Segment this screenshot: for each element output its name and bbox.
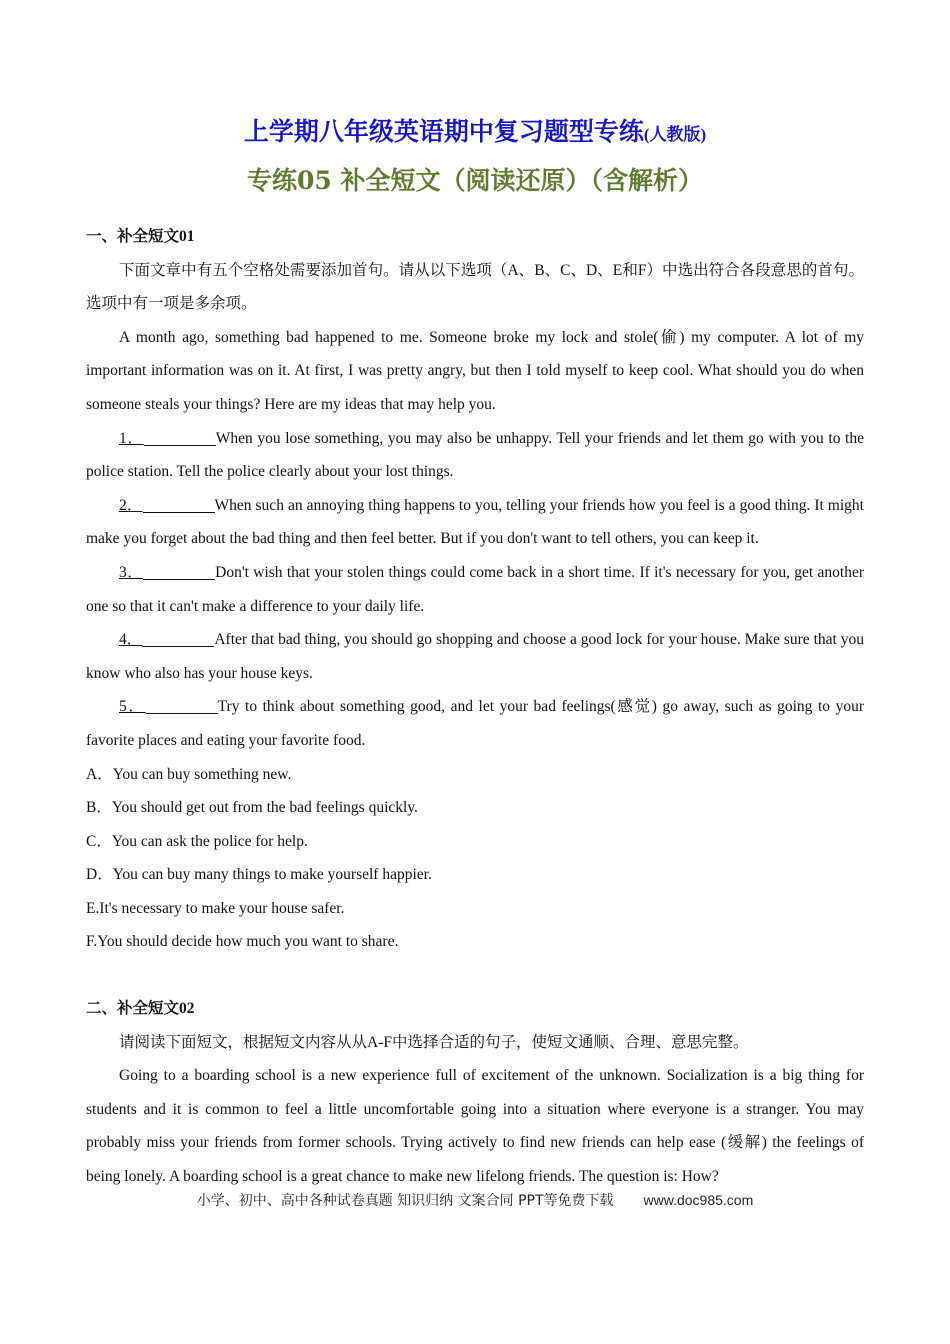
blank-number: 2． bbox=[119, 496, 143, 514]
document-body bbox=[86, 220, 864, 1194]
answer-blank[interactable] bbox=[143, 563, 215, 580]
footer-url[interactable]: www.doc985.com bbox=[643, 1192, 754, 1208]
paragraph-text: When you lose something, you may also be unhappy. Tell your friends and let them go with you to the police station. Tell the police clearly about your lost things. bbox=[86, 429, 864, 481]
paragraph-text: After that bad thing, you should go shopping and choose a good lock for your house. Make sure that you know who also has your house keys. bbox=[86, 631, 864, 682]
title-main: 上学期八年级英语期中复习题型专练 bbox=[243, 117, 644, 146]
section1-heading: 一、补全短文01 bbox=[86, 228, 195, 245]
option-b: B．You should get out from the bad feelings quickly. bbox=[86, 799, 418, 817]
blank-number: 3． bbox=[119, 563, 144, 581]
blank-paragraph-1 bbox=[86, 422, 864, 489]
blank-paragraph-2 bbox=[86, 489, 864, 556]
footer-text: 小学、初中、高中各种试卷真题 知识归纳 文案合同 PPT等免费下载 bbox=[196, 1193, 614, 1209]
page-footer bbox=[0, 1188, 950, 1213]
section2-instruction: 请阅读下面短文，根据短文内容从从A-F中选择合适的句子，使短文通顺、合理、意思完整。 bbox=[119, 1033, 749, 1051]
answer-blank[interactable] bbox=[143, 496, 215, 513]
document-subtitle: 专练05 补全短文（阅读还原）（含解析） bbox=[247, 166, 703, 195]
answer-blank[interactable] bbox=[146, 697, 218, 714]
section1-instruction: 下面文章中有五个空格处需要添加首句。请从以下选项（A、B、C、D、E和F）中选出符合各段意思的首句。选项中有一项是多余项。 bbox=[86, 261, 864, 313]
option-e: E.It's necessary to make your house safer. bbox=[86, 899, 345, 917]
blank-paragraph-4 bbox=[86, 623, 864, 690]
paragraph-text: Try to think about something good, and let your bad feelings(感觉) go away, such as going to your favorite places and eating your favorite food. bbox=[86, 698, 864, 749]
blank-paragraph-3 bbox=[86, 556, 864, 623]
paragraph-text: When such an annoying thing happens to you, telling your friends how you feel is a good thing. It might make you forget about the bad thing and then feel better. But if you don't want to tell others, you can keep it. bbox=[86, 496, 864, 548]
answer-blank[interactable] bbox=[142, 630, 214, 647]
document-title bbox=[0, 112, 950, 155]
option-c: C．You can ask the police for help. bbox=[86, 832, 308, 850]
blank-number: 5． bbox=[119, 698, 146, 716]
blank-number: 1． bbox=[119, 429, 144, 447]
blank-number: 4． bbox=[119, 631, 143, 649]
section2-passage: Going to a boarding school is a new experience full of excitement of the unknown. Socialization is a big thing for students and it is common to feel a little uncomfortable going into a situation where everyone is a stranger. You may probably miss your friends from former schools. Trying actively to find new friends can help ease (缓解) the feelings of being lonely. A boarding school is a great chance to make new lifelong friends. The question is: How? bbox=[86, 1067, 864, 1186]
section-spacer bbox=[86, 959, 864, 992]
option-f: F.You should decide how much you want to share. bbox=[86, 933, 399, 951]
answer-blank[interactable] bbox=[144, 429, 216, 446]
option-a: A．You can buy something new. bbox=[86, 765, 292, 783]
paragraph-text: Don't wish that your stolen things could come back in a short time. If it's necessary for you, get another one so that it can't make a difference to your daily life. bbox=[86, 563, 864, 615]
section1-intro: A month ago, something bad happened to me. Someone broke my lock and stole(偷) my computer. A lot of my important information was on it. At first, I was pretty angry, but then I told myself to keep cool. What should you do when someone steals your things? Here are my ideas that may help you. bbox=[86, 328, 864, 413]
option-d: D．You can buy many things to make yourself happier. bbox=[86, 866, 432, 884]
blank-paragraph-5 bbox=[86, 690, 864, 757]
title-edition: (人教版) bbox=[643, 125, 707, 144]
section2-heading: 二、补全短文02 bbox=[86, 1000, 195, 1018]
